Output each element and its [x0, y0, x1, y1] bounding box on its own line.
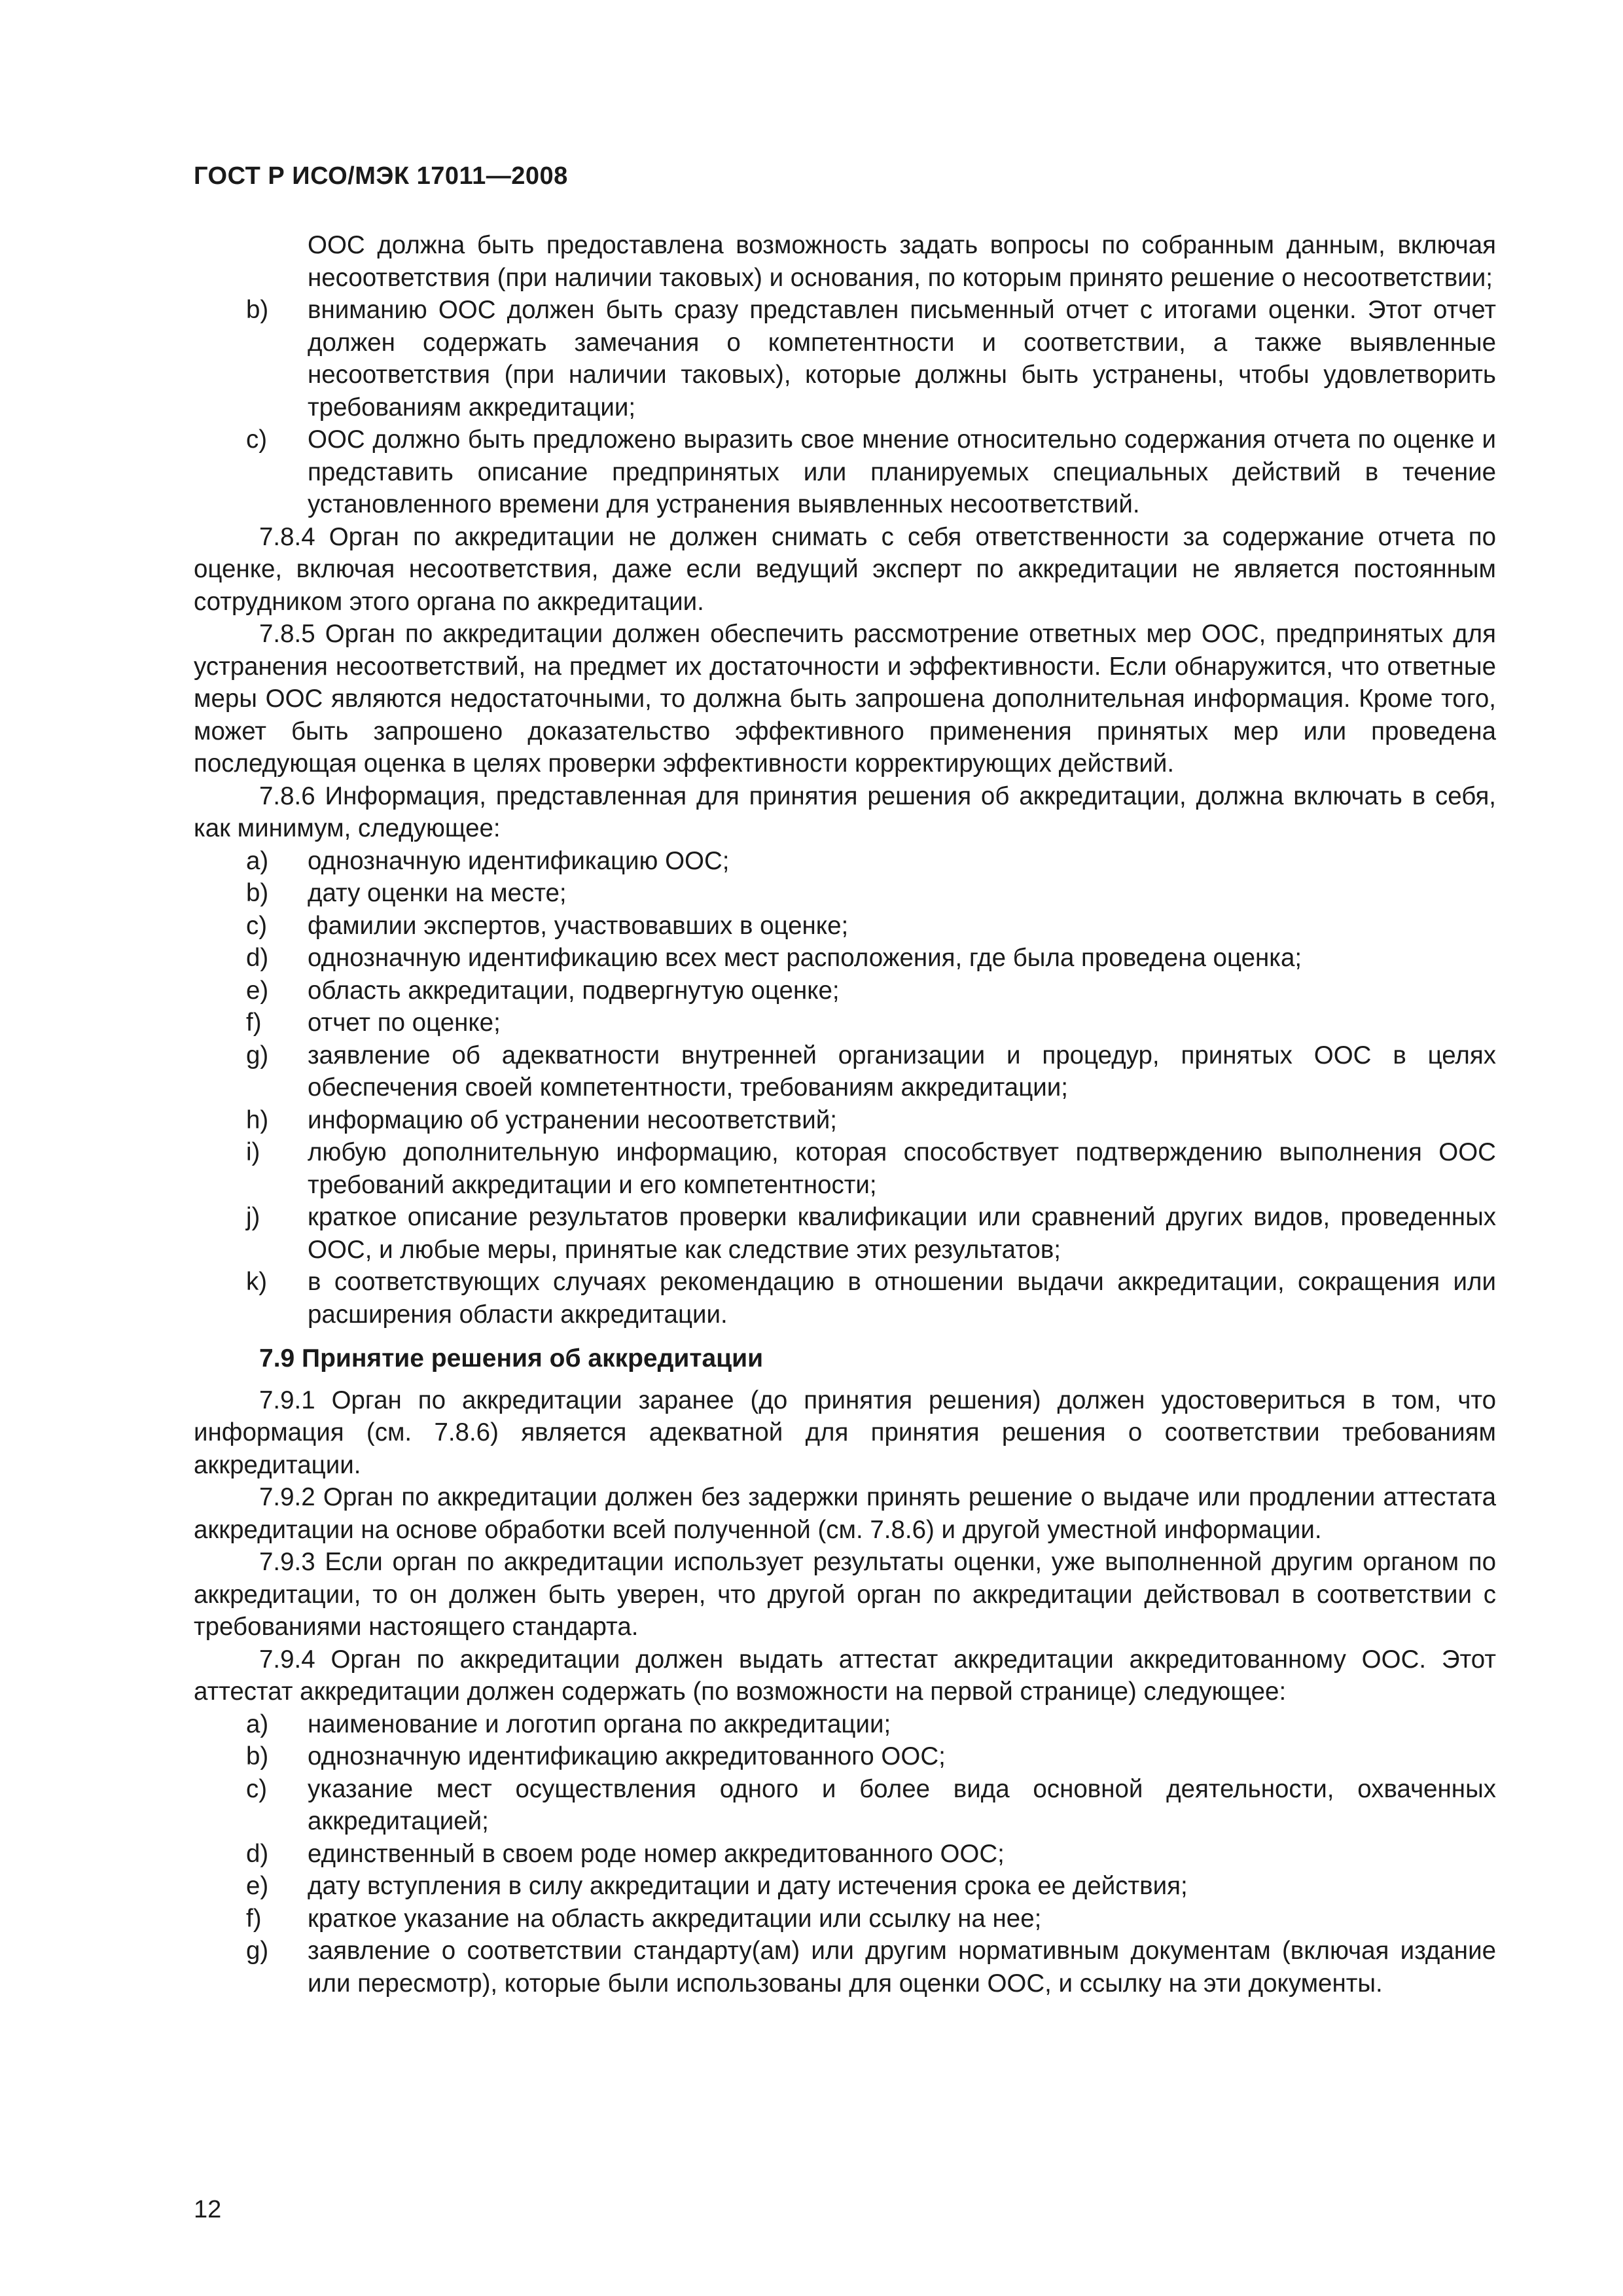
paragraph-7-9-4: 7.9.4 Орган по аккредитации должен выдать аттестат аккредитации аккредитованному ООС. Этот аттестат аккредитации должен содержать (по возможности на первой странице) следующее:	[194, 1645, 1496, 1706]
list-item	[194, 1870, 1496, 1903]
list-item-text: информацию об устранении несоответствий;	[308, 1105, 837, 1134]
paragraph-7-8-5: 7.8.5 Орган по аккредитации должен обеспечить рассмотрение ответных мер ООС, предпринятых для устранения несоответствий, на предмет их достаточности и эффективности. Если обнаружится, что ответные меры ООС являются недостаточными, то должна быть запрошена дополнительная информация. Кроме того, может быть запрошено доказательство эффективного применения принятых мер или проведена последующая оценка в целях проверки эффективности корректирующих действий.	[194, 620, 1496, 778]
list-item-label: e)	[246, 976, 269, 1005]
list-item-text: дату оценки на месте;	[308, 879, 567, 907]
list-item-text: отчет по оценке;	[308, 1009, 501, 1037]
list-item-label: a)	[246, 1710, 269, 1738]
paragraph-7-9-3: 7.9.3 Если орган по аккредитации использует результаты оценки, уже выполненной другим органом по аккредитации, то он должен быть уверен, что другой орган по аккредитации действовал в соответствии с требованиями настоящего стандарта.	[194, 1548, 1496, 1641]
list-item-text: в соответствующих случаях рекомендацию в отношении выдачи аккредитации, сокращения или расширения области аккредитации.	[308, 1268, 1496, 1329]
list-item-label: i)	[246, 1138, 260, 1166]
section-title-7-9: 7.9 Принятие решения об аккредитации	[259, 1344, 764, 1372]
list-item	[194, 1104, 1496, 1137]
page-number: 12	[194, 2196, 222, 2223]
list-item	[194, 1007, 1496, 1039]
list-item-label: c)	[246, 911, 268, 940]
list-item-text: указание мест осуществления одного и более вида основной деятельности, охваченных аккредитацией;	[308, 1774, 1496, 1835]
list-7-8-6	[194, 845, 1496, 1331]
paragraph-7-9-2: 7.9.2 Орган по аккредитации должен без задержки принять решение о выдаче или продлении аттестата аккредитации на основе обработки всей полученной (см. 7.8.6) и другой уместной информации.	[194, 1483, 1496, 1544]
list-item-label: d)	[246, 1839, 269, 1868]
list-item-label: e)	[246, 1872, 269, 1900]
list-item-text: краткое описание результатов проверки квалификации или сравнений других видов, проведенных ООС, и любые меры, принятые как следствие этих результатов;	[308, 1203, 1496, 1264]
list-item-text: фамилии экспертов, участвовавших в оценке;	[308, 911, 849, 940]
list-item-label: b)	[246, 1742, 269, 1770]
list-item-label: j)	[246, 1203, 260, 1231]
list-item	[194, 1201, 1496, 1266]
list-item	[194, 1773, 1496, 1838]
list-item	[194, 1136, 1496, 1201]
list-item-text: однозначную идентификацию аккредитованного ООС;	[308, 1742, 946, 1770]
list-item-label: c)	[246, 425, 268, 454]
list-item-text: дату вступления в силу аккредитации и дату истечения срока ее действия;	[308, 1872, 1188, 1900]
list-item-text: область аккредитации, подвергнутую оценке;	[308, 976, 840, 1005]
list-item	[194, 294, 1496, 423]
list-item-label: h)	[246, 1105, 269, 1134]
paragraph-7-8-6: 7.8.6 Информация, представленная для принятия решения об аккредитации, должна включать в себя, как минимум, следующее:	[194, 781, 1496, 842]
list-item	[194, 1708, 1496, 1741]
list-item-text: наименование и логотип органа по аккредитации;	[308, 1710, 891, 1738]
list-7-9-4	[194, 1708, 1496, 2000]
list-item-text: любую дополнительную информацию, которая способствует подтверждению выполнения ООС требований аккредитации и его компетентности;	[308, 1138, 1496, 1199]
list-item	[194, 423, 1496, 521]
paragraph-7-9-1: 7.9.1 Орган по аккредитации заранее (до принятия решения) должен удостовериться в том, что информация (см. 7.8.6) является адекватной для принятия решения о соответствии требованиям аккредитации.	[194, 1386, 1496, 1479]
list-item-label: b)	[246, 296, 269, 324]
list-item-label: a)	[246, 846, 269, 875]
list-item-text: единственный в своем роде номер аккредитованного ООС;	[308, 1839, 1005, 1868]
document-header: ГОСТ Р ИСО/МЭК 17011—2008	[194, 162, 568, 190]
list-item-label: f)	[246, 1009, 262, 1037]
list-item	[194, 1740, 1496, 1773]
paragraph-7-8-4: 7.8.4 Орган по аккредитации не должен снимать с себя ответственности за содержание отчета по оценке, включая несоответствия, даже если ведущий эксперт по аккредитации не является постоянным сотрудником этого органа по аккредитации.	[194, 522, 1496, 616]
list-item	[194, 910, 1496, 942]
list-item	[194, 975, 1496, 1007]
list-item	[194, 1266, 1496, 1331]
list-item	[194, 1838, 1496, 1871]
list-item-text: краткое указание на область аккредитации или ссылку на нее;	[308, 1904, 1042, 1933]
list-item-text: вниманию ООС должен быть сразу представлен письменный отчет с итогами оценки. Этот отчет должен содержать замечания о компетентности и соответствии, а также выявленные несоответствия (при наличии таковых), которые должны быть устранены, чтобы удовлетворить требованиям аккредитации;	[308, 296, 1496, 422]
list-item-label: f)	[246, 1904, 262, 1933]
list-item	[194, 877, 1496, 910]
list-item	[194, 1039, 1496, 1104]
list-item-text: ООС должно быть предложено выразить свое мнение относительно содержания отчета по оценке и представить описание предпринятых или планируемых специальных действий в течение установленного времени для устранения выявленных несоответствий.	[308, 425, 1496, 518]
list-item-text: однозначную идентификацию ООС;	[308, 846, 730, 875]
list-item-text: заявление о соответствии стандарту(ам) или другим нормативным документам (включая издание или пересмотр), которые были использованы для оценки ООС, и ссылку на эти документы.	[308, 1937, 1496, 1998]
list-item	[194, 1935, 1496, 2000]
list-item-text: заявление об адекватности внутренней организации и процедур, принятых ООС в целях обеспечения своей компетентности, требованиям аккредитации;	[308, 1041, 1496, 1102]
list-item-label: d)	[246, 944, 269, 972]
list-item-label: c)	[246, 1774, 268, 1803]
intro-continuation: ООС должна быть предоставлена возможность задать вопросы по собранным данным, включая несоответствия (при наличии таковых) и основания, по которым принято решение о несоответствии;	[308, 231, 1496, 292]
document-body	[194, 229, 1496, 2000]
list-item-label: b)	[246, 879, 269, 907]
list-item-label: k)	[246, 1268, 268, 1296]
list-item-label: g)	[246, 1041, 269, 1069]
list-item-text: однозначную идентификацию всех мест расположения, где была проведена оценка;	[308, 944, 1302, 972]
list-item	[194, 845, 1496, 878]
list-item-label: g)	[246, 1937, 269, 1965]
list-top	[194, 294, 1496, 521]
list-item	[194, 1903, 1496, 1935]
list-item	[194, 942, 1496, 975]
